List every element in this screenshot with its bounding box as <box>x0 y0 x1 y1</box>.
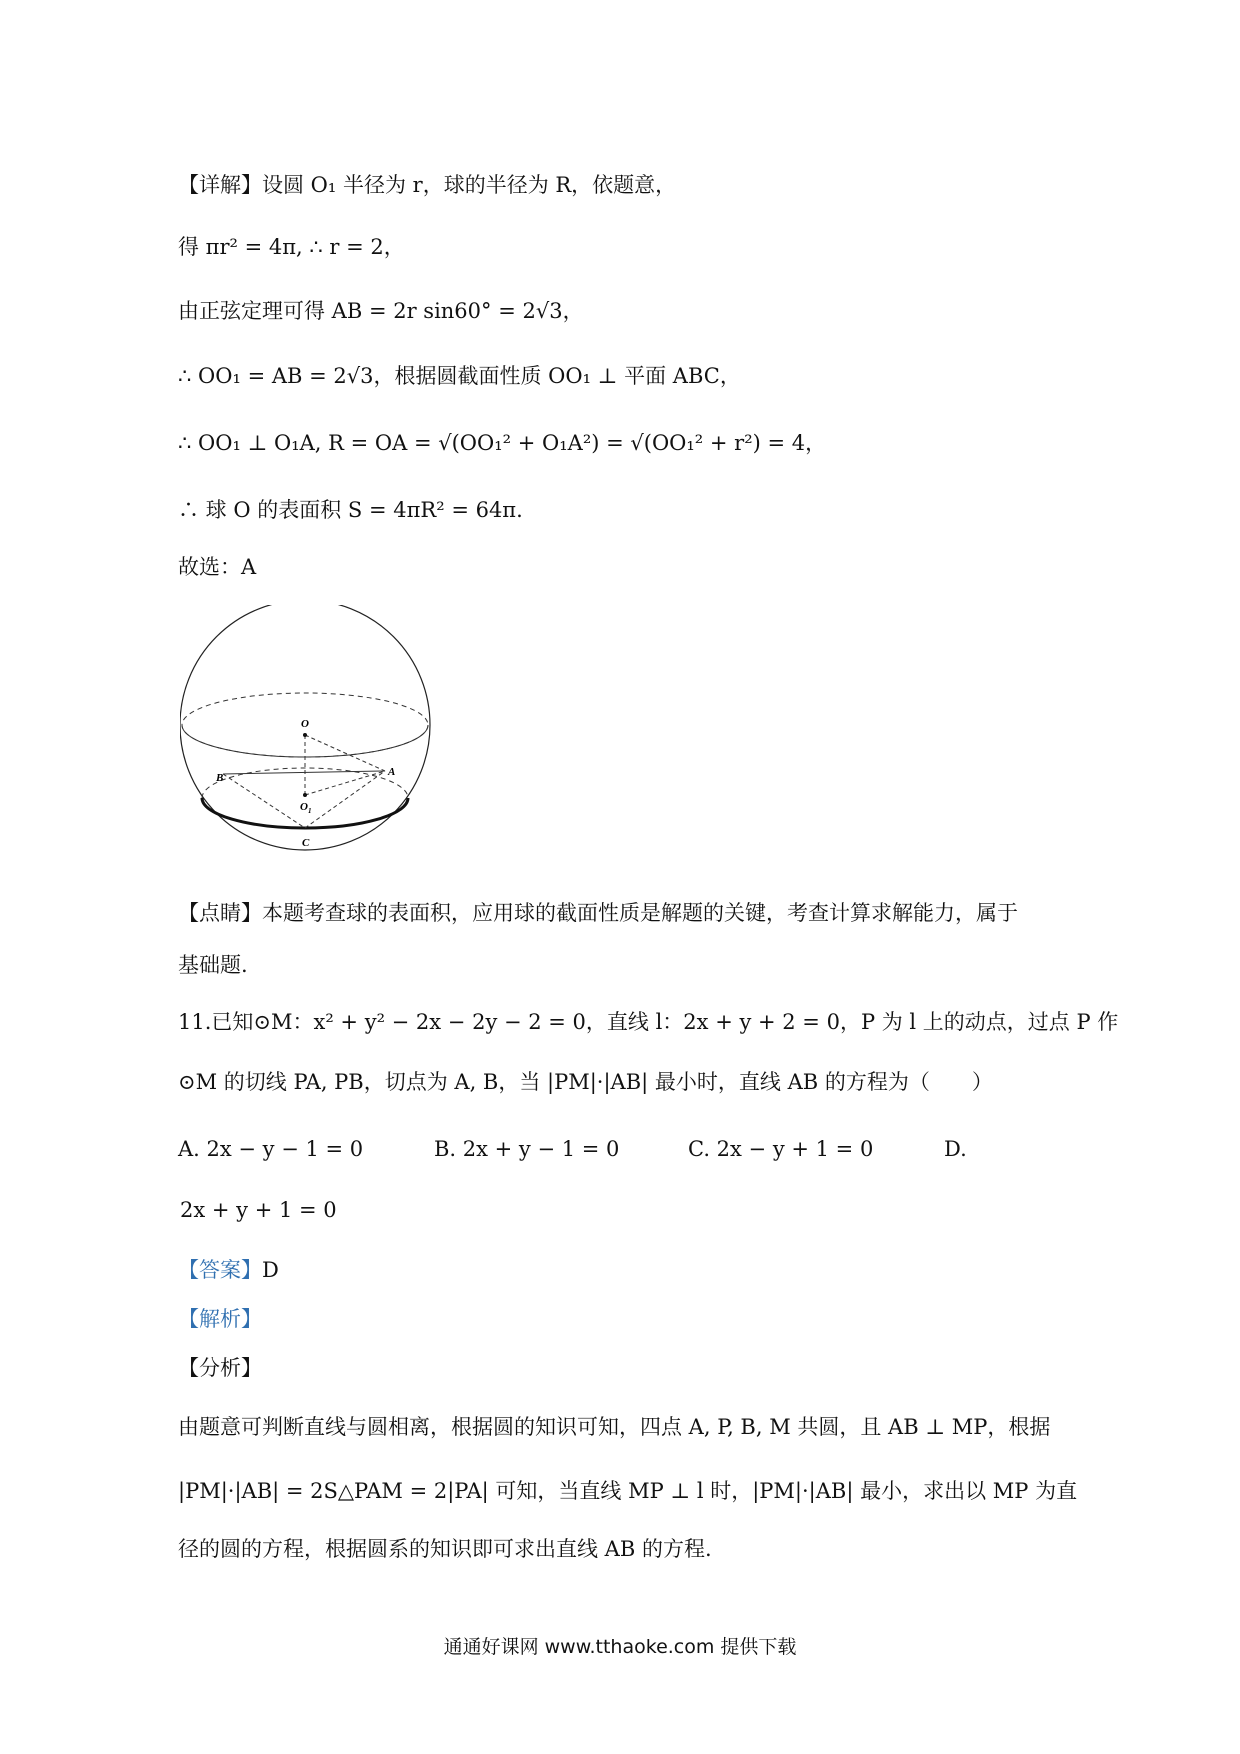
detail-line-5: ∴ OO₁ ⊥ O₁A, R = OA = √(OO₁² + O₁A²) = √(OO₁² + r²) = 4， <box>178 431 827 455</box>
option-c: C. 2x − y + 1 = 0 <box>688 1137 874 1161</box>
label-o1: $O_1$ <box>300 801 312 815</box>
label-c: C <box>302 837 310 849</box>
sphere-figure <box>180 605 440 855</box>
choice-line: 故选：A <box>178 555 257 579</box>
footer: 通通好课网 www.tthaoke.com 提供下载 <box>443 1636 797 1658</box>
fenxi-line-2: |PM|·|AB| = 2S△PAM = 2|PA| 可知，当直线 MP ⊥ l 时，|PM|·|AB| 最小，求出以 MP 为直 <box>178 1479 1078 1503</box>
detail-line-4: ∴ OO₁ = AB = 2√3，根据圆截面性质 OO₁ ⊥ 平面 ABC， <box>178 364 741 388</box>
detail-line-1: 【详解】设圆 O₁ 半径为 r，球的半径为 R，依题意， <box>178 173 677 197</box>
label-o: O <box>301 718 309 730</box>
fenxi-line-3: 径的圆的方程，根据圆系的知识即可求出直线 AB 的方程. <box>178 1537 712 1561</box>
fenxi-line-1: 由题意可判断直线与圆相离，根据圆的知识可知，四点 A, P, B, M 共圆，且 AB ⊥ MP，根据 <box>178 1415 1051 1439</box>
label-b: B <box>216 772 224 784</box>
option-d-continued: 2x + y + 1 = 0 <box>180 1198 337 1222</box>
detail-line-2: 得 πr² = 4π, ∴ r = 2， <box>178 235 405 259</box>
note-line-1: 【点睛】本题考查球的表面积，应用球的截面性质是解题的关键，考查计算求解能力，属于 <box>178 901 1018 925</box>
question-line-1: 11.已知⊙M：x² + y² − 2x − 2y − 2 = 0，直线 l：2x + y + 2 = 0，P 为 l 上的动点，过点 P 作 <box>178 1010 1119 1034</box>
option-a: A. 2x − y − 1 = 0 <box>178 1137 364 1161</box>
label-a: A <box>388 766 396 778</box>
answer-line: 【答案】D <box>178 1258 279 1282</box>
option-d: D. <box>944 1137 967 1161</box>
detail-line-3: 由正弦定理可得 AB = 2r sin60° = 2√3， <box>178 299 584 323</box>
question-line-2: ⊙M 的切线 PA, PB，切点为 A, B，当 |PM|·|AB| 最小时，直线 AB 的方程为（ ） <box>178 1070 993 1094</box>
analysis-heading: 【解析】 <box>178 1307 262 1331</box>
detail-line-6: ∴ 球 O 的表面积 S = 4πR² = 64π. <box>178 498 523 522</box>
fenxi-heading: 【分析】 <box>178 1356 262 1380</box>
option-b: B. 2x + y − 1 = 0 <box>434 1137 620 1161</box>
note-line-2: 基础题. <box>178 953 248 977</box>
